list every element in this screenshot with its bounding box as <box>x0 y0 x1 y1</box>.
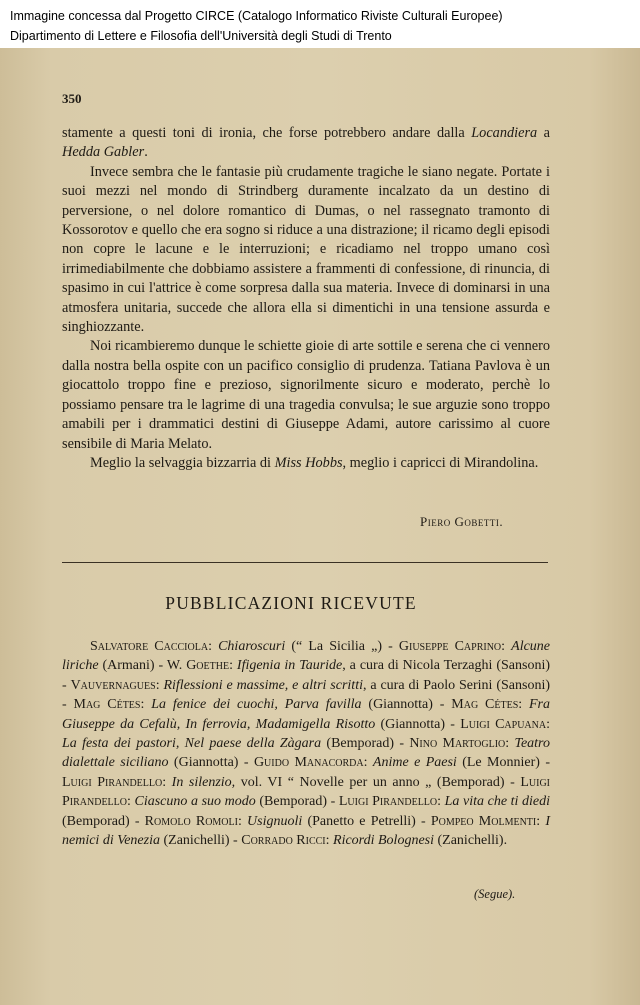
publisher-note: (Bemporad) - <box>321 736 410 752</box>
author-name: Nino Martoglio <box>409 736 506 752</box>
author-name: Pompeo Molmenti <box>430 813 537 829</box>
author-name: Luigi Pirandello <box>62 774 550 810</box>
italic-title: Locandiera <box>471 125 538 141</box>
work-title: Teatro dialettale siciliano <box>62 736 550 771</box>
publisher-note: (Giannotta) - <box>375 716 461 732</box>
work-title: La fenice dei cuochi, Parva favilla <box>151 697 362 713</box>
work-title: Ricordi Bolognesi <box>333 833 434 849</box>
work-title: Riflessioni e massime, e altri scritti <box>163 677 363 693</box>
publisher-note: (Panetto e Petrelli) - <box>302 813 431 829</box>
work-title: Anime e Paesi <box>372 755 457 771</box>
author-name: Vauvernagues <box>70 677 156 693</box>
publisher-note: , a cura di Paolo Serini (Sansoni) - <box>62 677 550 713</box>
italic-title: Miss Hobbs <box>274 454 343 471</box>
publisher-note: (Zanichelli) - <box>159 833 242 849</box>
text-run: Meglio la selvaggia bizzarria di <box>90 454 275 471</box>
text-run: stamente a questi toni di ironia, che forse potrebbero andare dalla <box>62 125 472 141</box>
text-run: , meglio i capricci di Mirandolina. <box>342 454 539 471</box>
publisher-note: vol. VI “ Novelle per un anno „ (Bemporad) - <box>235 774 521 790</box>
section-heading: PUBBLICAZIONI RICEVUTE <box>165 593 417 613</box>
work-title: Chiaroscuri <box>218 639 286 654</box>
author-name: Corrado Ricci <box>241 833 326 849</box>
work-title: Ifigenia in Tauride <box>236 658 343 674</box>
work-title: I nemici di Venezia <box>62 813 550 849</box>
author-name: Goethe <box>186 658 230 674</box>
section-divider <box>62 562 548 563</box>
text-run: a <box>537 125 550 141</box>
work-title: Alcune liriche <box>62 639 551 674</box>
publications-paragraph: Salvatore Cacciola: Chiaroscuri (“ La Sicilia „) - Giuseppe Caprino: Alcune liriche (Armani) - W. Goethe: Ifigenia in Tauride, a cura di Nicola Terzaghi (Sansoni) - Vauvernagues: Riflessioni e massime, e altri scritti, a cura di Paolo Serini (Sansoni) - Mag Cétes: La fenice dei cuochi, Parva favilla (Giannotta) - Mag Cétes: Fra Giuseppe da Cefalù, In ferrovia, Madamigella Risotto (Giannotta) - Luigi Capuana: La festa dei pastori, Nel paese della Zàgara (Bemporad) - Nino Martoglio: Teatro dialettale siciliano (Giannotta) - Guido Manacorda: Anime e Paesi (Le Monnier) - Luigi Pirandello: In silenzio, vol. VI “ Novelle per un anno „ (Bemporad) - Luigi Pirandello: Ciascuno a suo modo (Bemporad) - Luigi Pirandello: La vita che ti diedi (Bemporad) - Romolo Romoli: Usignuoli (Panetto e Petrelli) - Pompeo Molmenti: I nemici di Venezia (Zanichelli) - Corrado Ricci: Ricordi Bolognesi (Zanichelli). <box>62 639 551 849</box>
banner-line-2: Dipartimento di Lettere e Filosofia dell'Università degli Studi di Trento <box>10 29 392 43</box>
work-title: La festa dei pastori, Nel paese della Zàgara <box>62 736 322 752</box>
paragraph-2: Invece sembra che le fantasie più crudamente tragiche le siano negate. Portate i suoi mezzi nel mondo di Strindberg duramente incalzato da un destino di perversione, o nel dolore romantico di Dumas, o nel rassegnato tramonto di Kossorotov e quello che era sogno si riduce a una distrazione; il ricamo degli episodi non copre le lacune e le interruzioni; e ricadiamo nel troppo umano così irrimediabilmente che dobbiamo assistere a frammenti di confessione, di rinuncia, di spasimo in cui l'attrice è come sorpresa dalla sua materia. Invece di dominarsi in una atmosfera unitaria, succede che allora ella si dimentichi in una tensione assurda e singhiozzante. <box>62 163 550 336</box>
author-name: Romolo Romoli <box>144 813 238 829</box>
source-banner <box>0 0 640 48</box>
work-title: La vita che ti diedi <box>444 794 551 810</box>
author-signature: Piero Gobetti. <box>420 514 504 529</box>
publisher-note: , a cura di Nicola Terzaghi (Sansoni) - <box>62 658 550 693</box>
publisher-note: (Armani) - W. <box>98 658 187 674</box>
paragraph-3: Noi ricambieremo dunque le schiette gioie di arte sottile e serena che ci vennero dalla nostra bella ospite con un pacifico consiglio di prudenza. Tatiana Pavlova è un giocattolo troppo fine e prezioso, signorilmente sicuro e moderato, perchè lo possiamo pensare tra le lagrime di una tragedia convulsa; le sue arguzie sono troppo amabili per i drammatici destini di Giuseppe Adami, autore carissimo al cuore sensibile di Maria Melato. <box>62 338 550 452</box>
work-title: In silenzio, <box>171 774 236 790</box>
publisher-note: (Giannotta) - <box>361 697 452 713</box>
author-name: Luigi Capuana <box>460 716 547 732</box>
work-title: Ciascuno a suo modo <box>134 794 256 810</box>
work-title: Usignuoli <box>247 813 303 829</box>
publisher-note: (Giannotta) - <box>168 755 254 771</box>
author-name: Guido Manacorda <box>253 755 364 771</box>
publisher-note: (Bemporad) - <box>62 813 145 829</box>
paragraph-4 <box>62 454 550 473</box>
text-run: . <box>144 144 148 161</box>
author-name: Luigi Pirandello <box>338 794 438 810</box>
author-name: Luigi Pirandello <box>62 774 163 790</box>
author-name: Mag Cétes <box>451 697 519 713</box>
publisher-note: (Zanichelli). <box>434 833 508 849</box>
article-body <box>62 124 550 473</box>
page-number: 350 <box>62 91 82 106</box>
publisher-note: (“ La Sicilia „) - <box>285 639 399 654</box>
author-name: Giuseppe Caprino <box>398 639 502 654</box>
italic-title: Hedda Gabler <box>62 144 145 161</box>
continued-note: (Segue). <box>474 887 516 901</box>
work-title: Fra Giuseppe da Cefalù, In ferrovia, Madamigella Risotto <box>62 697 550 732</box>
author-name: Mag Cétes <box>73 697 141 713</box>
banner-line-1: Immagine concessa dal Progetto CIRCE (Catalogo Informatico Riviste Culturali Europee) <box>10 9 503 23</box>
publisher-note: (Le Monnier) - <box>456 755 550 771</box>
author-name: Salvatore Cacciola <box>90 639 209 654</box>
paragraph-1 <box>62 124 550 163</box>
publisher-note: (Bemporad) - <box>255 794 339 810</box>
publications-list <box>62 637 550 850</box>
